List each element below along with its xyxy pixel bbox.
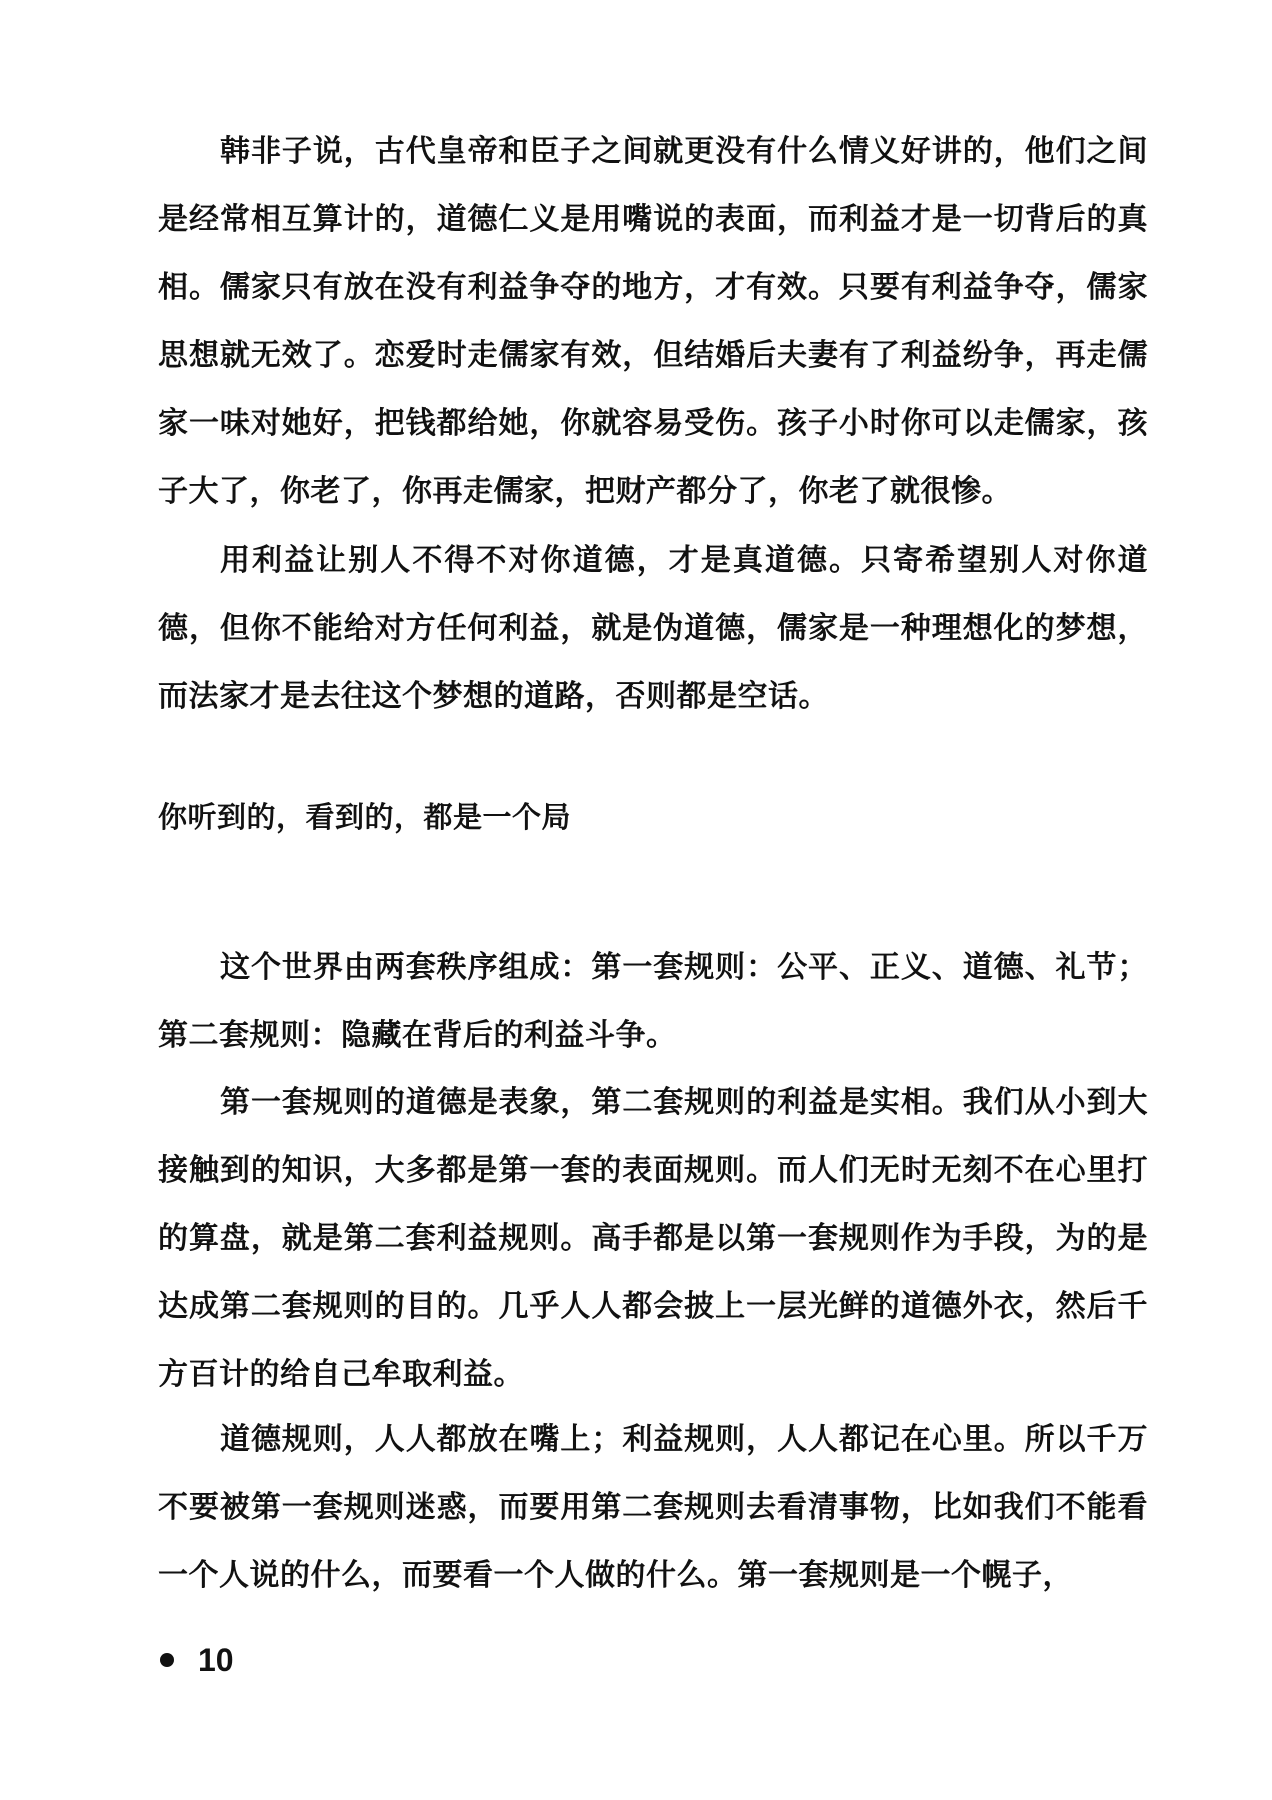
page-number: 10 xyxy=(198,1642,234,1678)
page-footer xyxy=(160,1640,234,1680)
paragraph-appearance-reality: 第一套规则的道德是表象，第二套规则的利益是实相。我们从小到大接触到的知识，大多都是第一套的表面规则。而人们无时无刻不在心里打的算盘，就是第二套利益规则。高手都是以第一套规则作为手段，为的是达成第二套规则的目的。几乎人人都会披上一层光鲜的道德外衣，然后千方百计的给自己牟取利益。 xyxy=(158,1085,1148,1392)
paragraph-hanfeizi: 韩非子说，古代皇帝和臣子之间就更没有什么情义好讲的，他们之间是经常相互算计的，道德仁义是用嘴说的表面，而利益才是一切背后的真相。儒家只有放在没有利益争夺的地方，才有效。只要有利益争夺，儒家思想就无效了。恋爱时走儒家有效，但结婚后夫妻有了利益纷争，再走儒家一味对她好，把钱都给她，你就容易受伤。孩子小时你可以走儒家，孩子大了，你老了，你再走儒家，把财产都分了，你老了就很惨。 xyxy=(158,134,1148,509)
paragraph-true-morality: 用利益让别人不得不对你道德，才是真道德。只寄希望别人对你道德，但你不能给对方任何利益，就是伪道德，儒家是一种理想化的梦想，而法家才是去往这个梦想的道路，否则都是空话。 xyxy=(158,543,1148,714)
paragraph-two-orders: 这个世界由两套秩序组成：第一套规则：公平、正义、道德、礼节；第二套规则：隐藏在背后的利益斗争。 xyxy=(158,950,1148,1053)
section-heading: 你听到的，看到的，都是一个局 xyxy=(158,800,572,834)
bullet-dot-icon xyxy=(160,1653,174,1667)
paragraph-moral-interest-rules: 道德规则，人人都放在嘴上；利益规则，人人都记在心里。所以千万不要被第一套规则迷惑，而要用第二套规则去看清事物，比如我们不能看一个人说的什么，而要看一个人做的什么。第一套规则是一个幌子， xyxy=(158,1422,1148,1593)
